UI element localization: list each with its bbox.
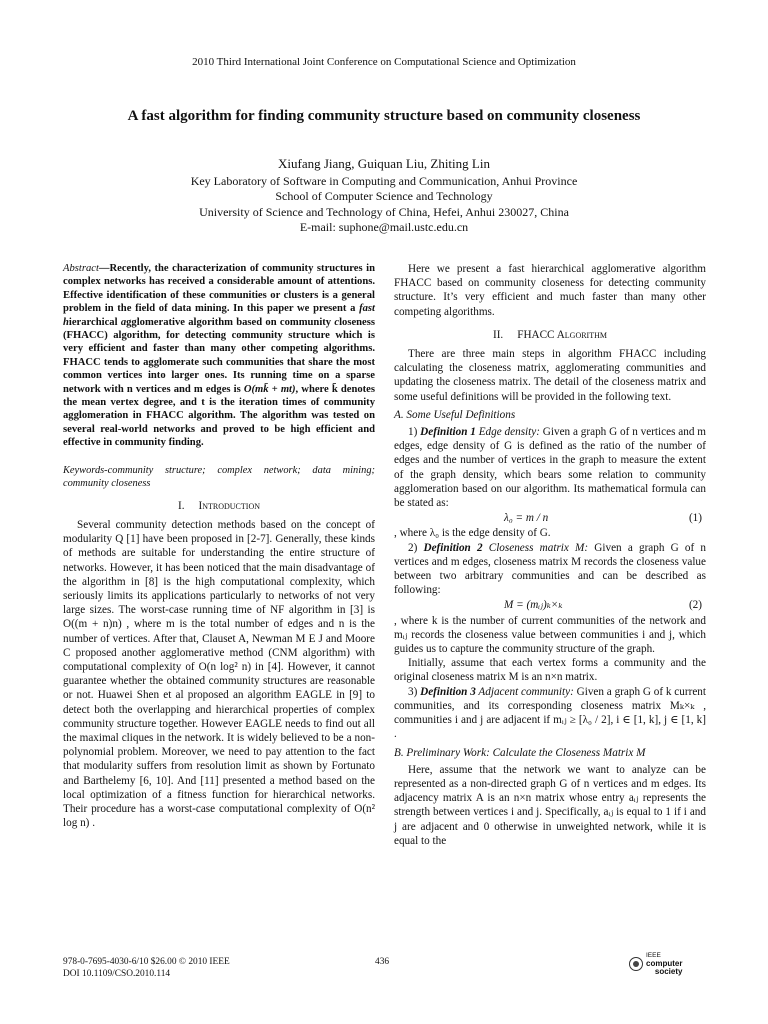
ieee-computer-society-logo	[629, 952, 682, 976]
def-term: Adjacent community:	[475, 685, 574, 698]
abstract-emph: fast h	[63, 303, 375, 328]
abstract-emph: a	[120, 316, 127, 328]
equation-1	[394, 511, 706, 525]
abstract-text: gglomerative algorithm based on community	[126, 316, 335, 328]
equation-2	[394, 598, 706, 612]
equation-2-note: , where k is the number of current communities of the network and mᵢⱼ records the closeness value between communities i and j, which guides us to capture the community structure of the graph.	[394, 614, 706, 656]
def-text: Given a graph G of n vertices and m edges, closeness matrix M records the closeness value between two arbitrary communities and can be described as following:	[394, 541, 706, 597]
def-label: Definition 3	[420, 685, 476, 698]
page-number: 436	[375, 957, 390, 967]
equation-expr: λ₀ = m / n	[504, 512, 549, 525]
author-names: Xiufang Jiang, Guiquan Liu, Zhiting Lin	[278, 156, 490, 171]
abstract-emph: c	[334, 316, 340, 328]
equation-expr: M = (mᵢⱼ)ₖ×ₖ	[504, 599, 563, 612]
section-number: I.	[177, 499, 185, 512]
logo-text-line: IEEE	[646, 952, 661, 959]
equation-1-note: , where λ₀ is the edge density of G.	[394, 527, 551, 540]
definition-3	[394, 685, 706, 742]
def-label: Definition 2	[423, 541, 483, 554]
author-email[interactable]: E-mail: suphone@mail.ustc.edu.cn	[299, 220, 469, 234]
def-prefix: 3)	[408, 685, 421, 698]
preliminary-paragraph: Here, assume that the network we want to analyze can be represented as a non-directed graph G of n vertices and m edges. Its adjacency matrix A is an n×n matrix whose entry aᵢⱼ represents the strength between vertices i and j. Specifically, aᵢⱼ is equal to 1 if i and j are adjacent and 0 otherwise in unweighted network, while it is equal to the	[394, 763, 706, 847]
section-number: II.	[492, 328, 504, 341]
footer-doi[interactable]: DOI 10.1109/CSO.2010.114	[63, 969, 171, 979]
def-term: Closeness matrix M:	[482, 541, 589, 554]
definition-2	[394, 541, 706, 598]
abstract-text: loseness (FHACC) algorithm, for detecting community structure which is very efficient and faster than many other competing algorithms. FHACC tends to agglomerate such communities that share the most common vertices into larger ones. Its running time on a sparse network with n vertices and m edges is	[63, 316, 375, 395]
equation-number: (2)	[688, 599, 702, 612]
section-title: FHACC Algorithm	[517, 328, 608, 341]
subsection-heading-preliminary: B. Preliminary Work: Calculate the Closeness Matrix M	[394, 746, 646, 759]
intro-paragraph: Several community detection methods based on the concept of modularity Q [1] have been proposed in [2-7]. Generally, these kinds of methods are suitable for understanding the entire structure of networks. However, it has been noticed that the main disadvantage of the algorithm in [8] is the high computational complexity, which seriously limits its applications particularly to networks of not very large sizes. The worst-case running time of NF algorithm in [3] is O((m + n)n) , where m is the total number of edges and n is the number of vertices. After that, Clauset A, Newman M E J and Moore C proposed another agglomerative method (CNM algorithm) with computational complexity of O(n log² n) in [4]. However, it cannot guarantee whether the obtained community structures are reasonable or not. Huawei Shen et al proposed an algorithm EAGLE in [9] to detect both the overlapping and hierarchical properties of complex community structure together. However EAGLE needs to find out all the maximal cliques in the network. It is widely believed to be a non-polynomial problem. Moreover, we need to pay attention to the fact that modularity suffers from resolution limit as shown by Fortunato and Barthelemy [6, 10]. And [11] presented a method based on the local optimization of a fitness function for hierarchical networks. Their procedure has a worst-case computational complexity of O(n² log n) .	[63, 518, 375, 830]
keywords: Keywords-community structure; complex network; data mining; community closeness	[63, 464, 375, 489]
author-block	[0, 156, 768, 236]
affiliation-line: Key Laboratory of Software in Computing and Communication, Anhui Province	[190, 173, 578, 188]
abstract	[63, 262, 375, 450]
affiliation-line: School of Computer Science and Technology	[275, 189, 493, 203]
globe-icon	[629, 957, 643, 971]
init-paragraph: Initially, assume that each vertex forms a community and the original closeness matrix M is an n×n matrix.	[394, 657, 706, 684]
abstract-text: —Recently, the characterization of community structures in complex networks has received a considerable amount of attentions. Effective identification of these communities or clusters is a general problem in the field of data mining. In this paper we present a	[63, 263, 375, 315]
abstract-complexity: O(mk̄ + mt)	[243, 383, 296, 395]
footer-left	[63, 956, 230, 980]
abstract-text: , where k̄ denotes the mean vertex degree, and t is the iteration times of community agglomeration in FHACC algorithm. The algorithm was tested on several real-world networks and proved to be high efficient and effective in community finding.	[63, 383, 375, 449]
footer-isbn: 978-0-7695-4030-6/10 $26.00 © 2010 IEEE	[63, 957, 230, 967]
section-title: Introduction	[198, 499, 260, 512]
section-heading-introduction	[63, 499, 375, 513]
conference-header: 2010 Third International Joint Conference on Computational Science and Optimization	[192, 56, 576, 68]
logo-text	[646, 952, 682, 976]
equation-number: (1)	[688, 512, 702, 525]
def-prefix: 2)	[408, 541, 424, 554]
def-label: Definition 1	[420, 426, 476, 439]
def-text: Given a graph G of k current communities, and its corresponding closeness matrix Mₖ×ₖ , communities i and j are adjacent if mᵢⱼ ≥ [λ₀ / 2], i ∈ [1, k], j ∈ [1, k] .	[394, 685, 706, 741]
section-heading-fhacc	[394, 328, 706, 342]
affiliation-line: University of Science and Technology of China, Hefei, Anhui 230027, China	[199, 204, 569, 219]
abstract-text: ierarchical	[68, 316, 121, 328]
left-column	[63, 262, 375, 830]
def-term: Edge density:	[475, 426, 540, 439]
logo-text-line: society	[654, 967, 683, 976]
right-column	[394, 262, 706, 848]
right-intro-paragraph: Here we present a fast hierarchical agglomerative algorithm FHACC based on community closeness for detecting community structure. It’s very efficient and much faster than many other competing algorithms.	[394, 263, 706, 318]
subsection-heading-definitions: A. Some Useful Definitions	[394, 408, 516, 421]
def-prefix: 1)	[408, 426, 421, 439]
fhacc-paragraph: There are three main steps in algorithm FHACC including calculating the closeness matrix, agglomerating communities and updating the closeness matrix. The detail of the closeness matrix and some useful definitions will be provided in the following text.	[394, 348, 706, 403]
paper-title: A fast algorithm for finding community structure based on community closeness	[127, 108, 641, 124]
def-text: Given a graph G of n vertices and m edges, edge density of G is defined as the ratio of the number of edges and the number of vertices in the graph to measure the extent of the graph density, which bears some relation to community agglomeration based on our algorithm. Its mathematical formula can be stated as:	[394, 426, 706, 510]
logo-text-line: computer	[646, 959, 683, 968]
abstract-lead: Abstract	[63, 263, 99, 274]
definition-1	[394, 425, 706, 510]
